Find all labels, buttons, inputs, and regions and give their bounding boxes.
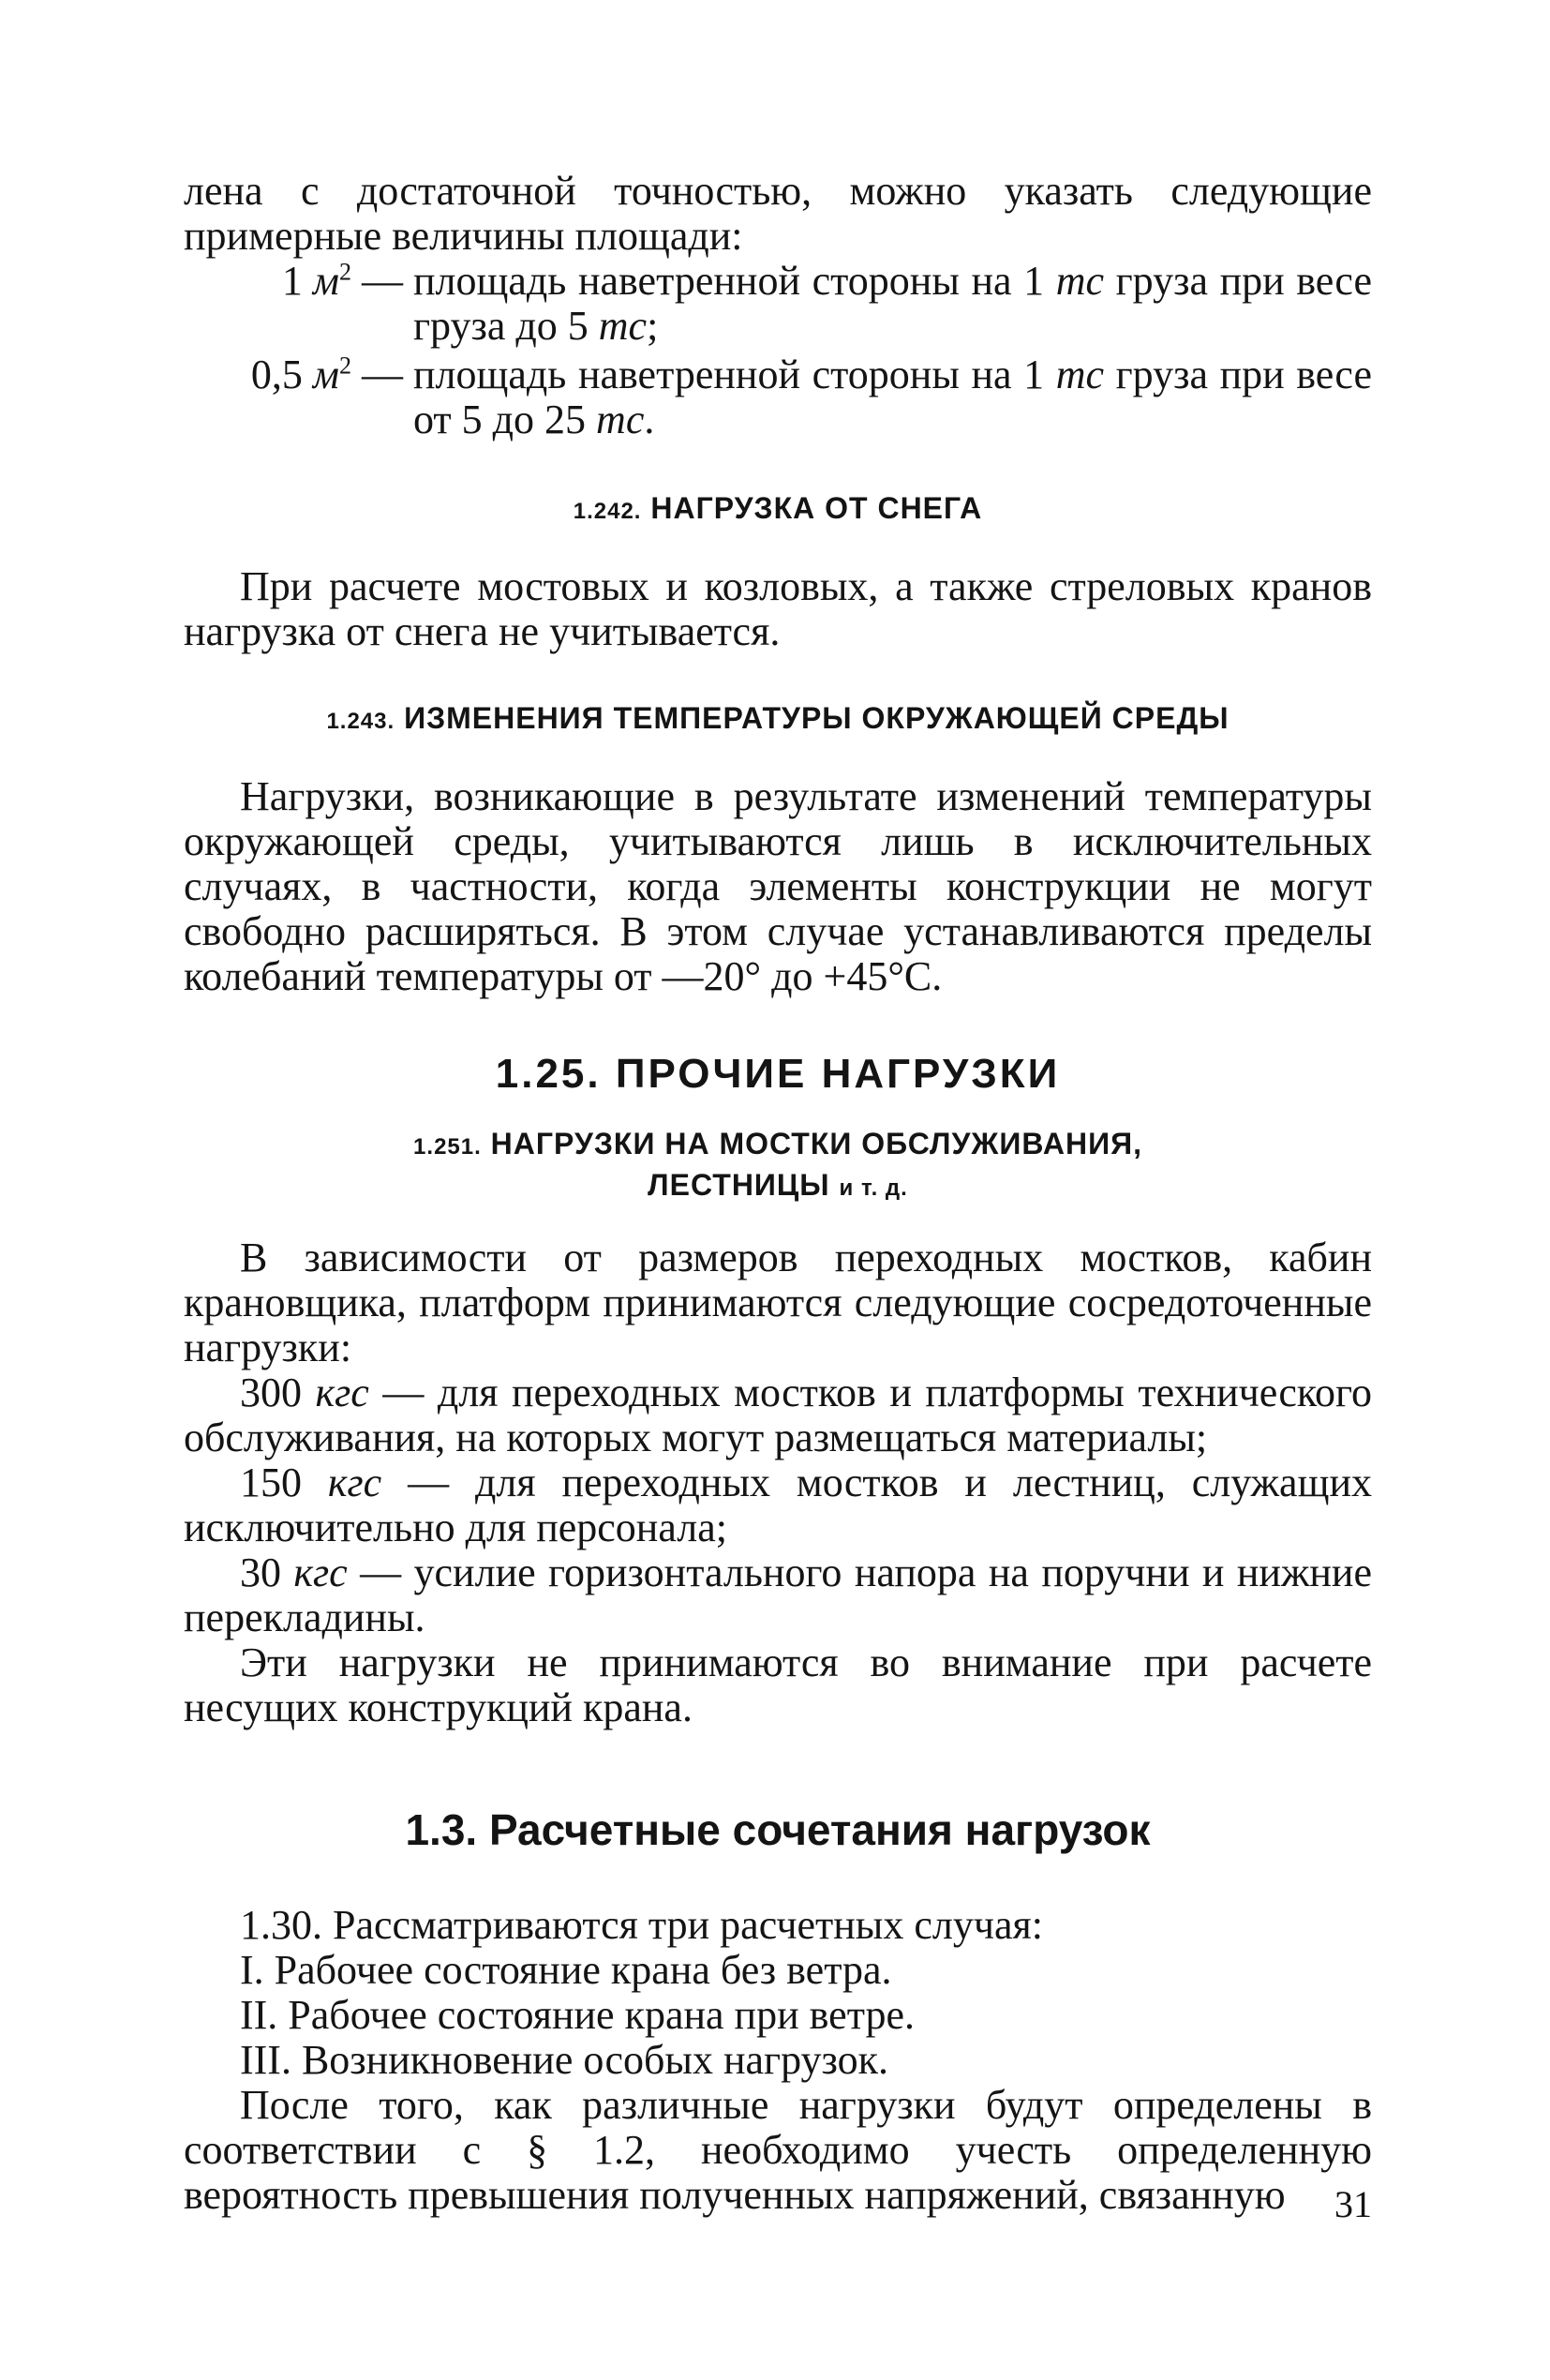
heading-1-242: 1.242. НАГРУЗКА ОТ СНЕГА bbox=[573, 491, 983, 525]
definition-2-text: площадь наветренной стороны на 1 тс груза при весе от 5 до 25 тс. bbox=[413, 352, 1372, 442]
definition-2 bbox=[184, 352, 1372, 442]
case-3: III. Возникновение особых нагрузок. bbox=[240, 2037, 888, 2083]
paragraph-intro: лена с достаточной точностью, можно указать следующие примерные величины площади: bbox=[184, 168, 1372, 259]
paragraph-platforms: В зависимости от размеров переходных мостков, кабин крановщика, платформ принимаются следующие сосредоточенные нагрузки: bbox=[184, 1235, 1372, 1370]
definition-1-value: 1 $м^2$ — bbox=[281, 258, 413, 304]
definition-1-text: площадь наветренной стороны на 1 тс груза при весе груза до 5 тс; bbox=[413, 258, 1372, 349]
case-2: II. Рабочее состояние крана при ветре. bbox=[240, 1992, 915, 2038]
heading-1-251: 1.251. НАГРУЗКИ НА МОСТКИ ОБСЛУЖИВАНИЯ, ЛЕСТНИЦЫ и т. д. bbox=[413, 1127, 1142, 1202]
load-item-2: 150 кгс — для переходных мостков и лестниц, служащих исключительно для персонала; bbox=[184, 1459, 1373, 1550]
paragraph-snow: При расчете мостовых и козловых, а также стреловых кранов нагрузка от снега не учитывается. bbox=[184, 563, 1372, 654]
load-item-1: 300 кгс — для переходных мостков и платформы технического обслуживания, на которых могут размещаться материалы; bbox=[184, 1370, 1372, 1460]
paragraph-cases: 1.30. Рассматриваются три расчетных случая: bbox=[240, 1902, 1043, 1948]
paragraph-note: Эти нагрузки не принимаются во внимание при расчете несущих конструкций крана. bbox=[184, 1639, 1372, 1730]
paragraph-final: После того, как различные нагрузки будут определены в соответствии с § 1.2, необходимо учесть определенную вероятность превышения полученных напряжений, связанную bbox=[184, 2082, 1372, 2218]
heading-1-243: 1.243. ИЗМЕНЕНИЯ ТЕМПЕРАТУРЫ ОКРУЖАЮЩЕЙ СРЕДЫ bbox=[326, 701, 1230, 735]
definition-1 bbox=[184, 259, 1372, 349]
load-item-3: 30 кгс — усилие горизонтального напора на поручни и нижние перекладины. bbox=[184, 1549, 1373, 1640]
heading-1-25: 1.25. ПРОЧИЕ НАГРУЗКИ bbox=[495, 1051, 1061, 1097]
page-number: 31 bbox=[1334, 2183, 1372, 2225]
heading-1-3: 1.3. Расчетные сочетания нагрузок bbox=[405, 1805, 1151, 1854]
page-content bbox=[184, 169, 1372, 2218]
case-1: I. Рабочее состояние крана без ветра. bbox=[240, 1947, 892, 1993]
definition-2-value: 0,5 $м^2$ — bbox=[250, 352, 413, 397]
paragraph-temperature: Нагрузки, возникающие в результате изменений температуры окружающей среды, учитываются лишь в исключительных случаях, в частности, когда элементы конструкции не могут свободно расширяться. В этом случае устанавливаются пределы колебаний температуры от —20° до +45°С. bbox=[184, 773, 1372, 999]
